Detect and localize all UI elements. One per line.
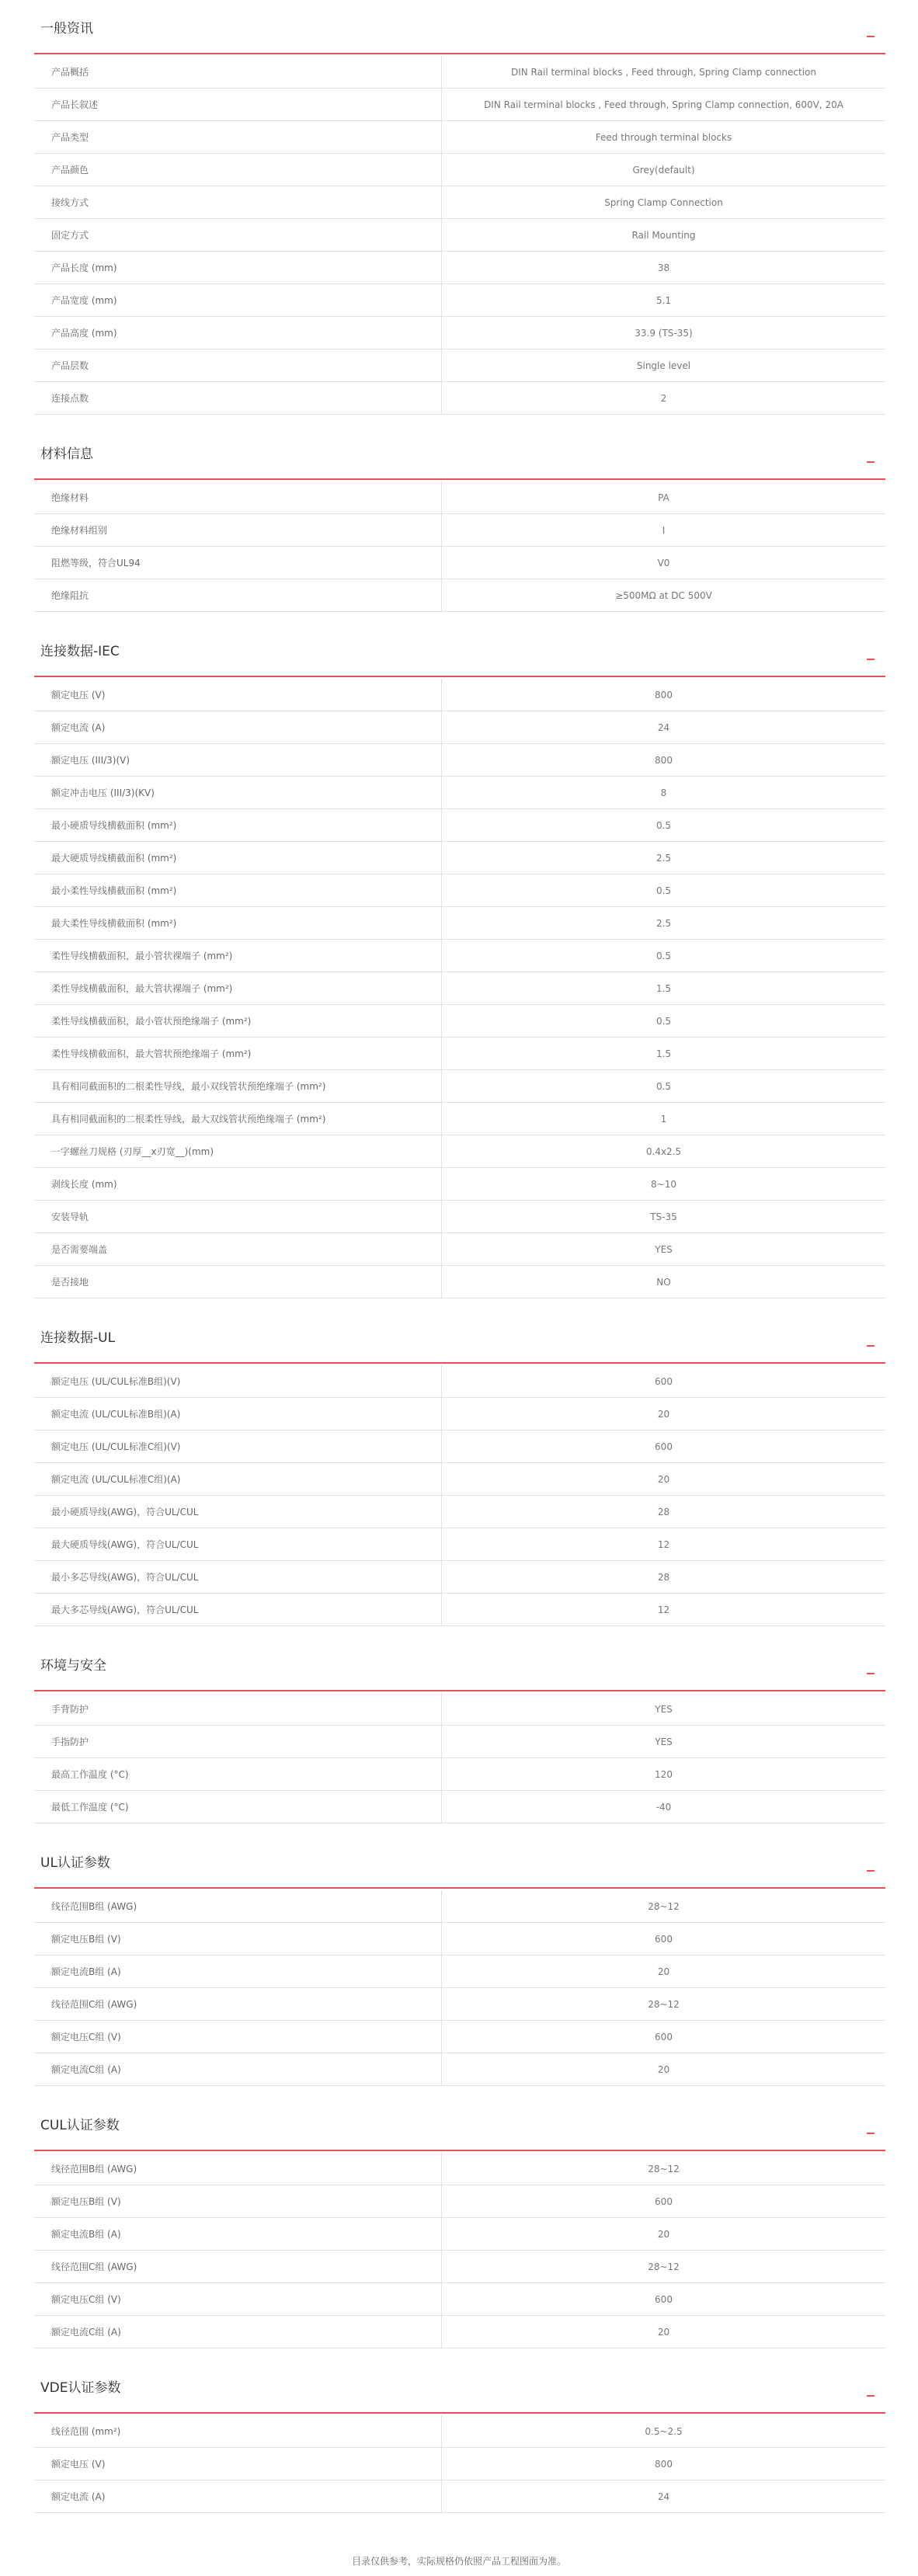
- spec-section: [34, 2097, 885, 2359]
- spec-row: [34, 2316, 885, 2348]
- spec-label: 产品宽度 (mm): [34, 284, 442, 316]
- spec-value: 0.5: [655, 819, 672, 831]
- spec-label: 额定电流C组 (A): [34, 2053, 442, 2085]
- spec-label: 线径范围B组 (AWG): [34, 2153, 442, 2185]
- spec-value: 600: [655, 1933, 673, 1945]
- spec-label: 具有相同截面积的二根柔性导线，最大双线管状预绝缘端子 (mm²): [34, 1103, 442, 1135]
- spec-label: 最大柔性导线横截面积 (mm²): [34, 907, 442, 939]
- spec-value: DIN Rail terminal blocks , Feed through, Spring Clamp connection: [510, 66, 817, 78]
- section-title: 连接数据-IEC: [40, 644, 120, 659]
- collapse-icon[interactable]: [867, 659, 875, 660]
- spec-row: [34, 252, 885, 284]
- spec-label: 最大硬质导线横截面积 (mm²): [34, 842, 442, 874]
- spec-value: Feed through terminal blocks: [595, 131, 732, 143]
- spec-label: 柔性导线横截面积，最大管状预绝缘端子 (mm²): [34, 1038, 442, 1069]
- spec-table: [34, 1693, 885, 1823]
- spec-value: 1.5: [655, 982, 672, 994]
- spec-row: [34, 219, 885, 252]
- section-header[interactable]: [34, 426, 885, 480]
- spec-row: [34, 711, 885, 744]
- section-title: CUL认证参数: [40, 2118, 120, 2133]
- spec-table: [34, 679, 885, 1298]
- spec-label: 产品长叙述: [34, 89, 442, 120]
- spec-row: [34, 1594, 885, 1626]
- spec-row: [34, 1988, 885, 2021]
- spec-label: 最小硬质导线横截面积 (mm²): [34, 809, 442, 841]
- spec-value: 20: [657, 1408, 670, 1420]
- spec-value: 12: [657, 1604, 670, 1615]
- spec-label: 具有相同截面积的二根柔性导线，最小双线管状预绝缘端子 (mm²): [34, 1070, 442, 1102]
- spec-row: [34, 1693, 885, 1726]
- spec-label: 额定电流 (A): [34, 2480, 442, 2512]
- spec-row: [34, 744, 885, 777]
- spec-label: 最低工作温度 (°C): [34, 1791, 442, 1823]
- spec-row: [34, 56, 885, 89]
- spec-section: [34, 1637, 885, 1834]
- spec-label: 最大硬质导线(AWG)，符合UL/CUL: [34, 1528, 442, 1560]
- spec-value: 600: [655, 2293, 673, 2305]
- spec-label: 线径范围C组 (AWG): [34, 2251, 442, 2282]
- spec-label: 额定电压B组 (V): [34, 2185, 442, 2217]
- spec-value: 20: [657, 2326, 670, 2338]
- spec-table: [34, 1890, 885, 2086]
- spec-row: [34, 1398, 885, 1431]
- spec-value: 28~12: [648, 1998, 680, 2010]
- spec-value: 20: [657, 1473, 670, 1485]
- spec-value: 2: [660, 392, 667, 404]
- collapse-icon[interactable]: [867, 36, 875, 37]
- spec-value: 12: [657, 1538, 670, 1550]
- spec-value: 600: [655, 1375, 673, 1387]
- spec-label: 阻燃等级，符合UL94: [34, 547, 442, 579]
- spec-label: 最小柔性导线横截面积 (mm²): [34, 874, 442, 906]
- section-title: 一般资讯: [40, 21, 93, 37]
- spec-table: [34, 2415, 885, 2513]
- spec-row: [34, 2185, 885, 2218]
- spec-row: [34, 809, 885, 842]
- spec-label: 产品颜色: [34, 154, 442, 186]
- spec-label: 手指防护: [34, 1726, 442, 1757]
- spec-label: 是否接地: [34, 1266, 442, 1298]
- spec-label: 产品类型: [34, 121, 442, 153]
- spec-value: 38: [657, 262, 670, 273]
- spec-row: [34, 284, 885, 317]
- spec-row: [34, 2218, 885, 2251]
- spec-section: [34, 623, 885, 1309]
- spec-value: 800: [655, 689, 673, 700]
- spec-value: 1: [660, 1113, 667, 1125]
- section-spacer: [34, 612, 885, 623]
- spec-value: 28: [657, 1506, 670, 1517]
- spec-label: 最小多芯导线(AWG)，符合UL/CUL: [34, 1561, 442, 1593]
- spec-value: 24: [657, 2491, 670, 2502]
- spec-value: Spring Clamp Connection: [604, 196, 723, 208]
- spec-row: [34, 1890, 885, 1923]
- section-spacer: [34, 1823, 885, 1834]
- spec-row: [34, 940, 885, 972]
- spec-label: 额定电流B组 (A): [34, 2218, 442, 2250]
- spec-label: 额定电压 (III/3)(V): [34, 744, 442, 776]
- spec-label: 最大多芯导线(AWG)，符合UL/CUL: [34, 1594, 442, 1625]
- spec-row: [34, 1266, 885, 1298]
- spec-label: 额定电压 (V): [34, 2448, 442, 2480]
- spec-row: [34, 2053, 885, 2086]
- spec-label: 额定电压B组 (V): [34, 1923, 442, 1955]
- spec-row: [34, 2415, 885, 2448]
- spec-value: 20: [657, 2228, 670, 2240]
- spec-value: 0.5: [655, 1080, 672, 1092]
- spec-row: [34, 1070, 885, 1103]
- spec-row: [34, 679, 885, 711]
- spec-page: [34, 0, 885, 2524]
- spec-value: 28: [657, 1571, 670, 1583]
- spec-label: 一字螺丝刀规格 (刃厚__x刃宽__)(mm): [34, 1135, 442, 1167]
- spec-value: I: [662, 524, 666, 536]
- section-header[interactable]: [34, 0, 885, 54]
- spec-row: [34, 349, 885, 382]
- spec-row: [34, 1103, 885, 1135]
- spec-row: [34, 579, 885, 612]
- section-header[interactable]: [34, 2097, 885, 2151]
- section-spacer: [34, 1626, 885, 1637]
- spec-value: 28~12: [648, 1900, 680, 1912]
- spec-row: [34, 382, 885, 415]
- spec-value: 33.9 (TS-35): [635, 327, 693, 339]
- spec-value: 800: [655, 2458, 673, 2470]
- spec-value: 600: [655, 1441, 673, 1452]
- spec-value: TS-35: [650, 1211, 677, 1222]
- spec-value: YES: [655, 1736, 673, 1747]
- spec-row: [34, 1528, 885, 1561]
- spec-value: V0: [657, 557, 670, 568]
- spec-value: YES: [655, 1243, 673, 1255]
- spec-label: 额定电压 (V): [34, 679, 442, 711]
- spec-value: 8~10: [651, 1178, 676, 1190]
- spec-label: 产品层数: [34, 349, 442, 381]
- spec-label: 线径范围 (mm²): [34, 2415, 442, 2447]
- section-spacer: [34, 2086, 885, 2097]
- spec-value: 0.5: [655, 885, 672, 896]
- spec-value: PA: [658, 492, 669, 503]
- spec-label: 额定电压C组 (V): [34, 2021, 442, 2053]
- spec-row: [34, 1955, 885, 1988]
- spec-row: [34, 777, 885, 809]
- spec-label: 剥线长度 (mm): [34, 1168, 442, 1200]
- section-title: 材料信息: [40, 447, 93, 462]
- spec-label: 绝缘材料组别: [34, 514, 442, 546]
- spec-label: 产品概括: [34, 56, 442, 88]
- spec-row: [34, 1201, 885, 1233]
- spec-row: [34, 1168, 885, 1201]
- spec-value: 600: [655, 2195, 673, 2207]
- spec-label: 额定电流 (UL/CUL标准B组)(A): [34, 1398, 442, 1430]
- spec-label: 安装导轨: [34, 1201, 442, 1232]
- spec-label: 额定冲击电压 (III/3)(KV): [34, 777, 442, 808]
- spec-row: [34, 972, 885, 1005]
- spec-value: 8: [660, 787, 667, 798]
- spec-section: [34, 1309, 885, 1637]
- section-spacer: [34, 1298, 885, 1309]
- spec-label: 产品长度 (mm): [34, 252, 442, 283]
- spec-section: [34, 0, 885, 426]
- spec-label: 柔性导线横截面积，最小管状预绝缘端子 (mm²): [34, 1005, 442, 1037]
- section-spacer: [34, 2348, 885, 2359]
- spec-value: 600: [655, 2031, 673, 2042]
- spec-row: [34, 874, 885, 907]
- spec-value: -40: [655, 1801, 672, 1813]
- spec-row: [34, 842, 885, 874]
- spec-value: 120: [655, 1768, 673, 1780]
- spec-section: [34, 2359, 885, 2524]
- spec-row: [34, 1726, 885, 1758]
- spec-table: [34, 2153, 885, 2348]
- spec-value: 0.5~2.5: [645, 2425, 683, 2437]
- spec-value: 800: [655, 754, 673, 766]
- spec-value: Single level: [636, 360, 691, 371]
- spec-row: [34, 2448, 885, 2480]
- collapse-icon[interactable]: [867, 1673, 875, 1674]
- section-title: VDE认证参数: [40, 2380, 121, 2396]
- footer-note: 目录仅供参考，实际规格仍依照产品工程图面为准。: [351, 2556, 566, 2567]
- spec-row: [34, 1496, 885, 1528]
- spec-label: 线径范围B组 (AWG): [34, 1890, 442, 1922]
- spec-label: 额定电压C组 (V): [34, 2283, 442, 2315]
- spec-label: 额定电压 (UL/CUL标准C组)(V): [34, 1431, 442, 1462]
- spec-label: 额定电流C组 (A): [34, 2316, 442, 2348]
- collapse-icon[interactable]: [867, 2133, 875, 2134]
- spec-value: 5.1: [655, 294, 672, 306]
- spec-row: [34, 514, 885, 547]
- collapse-icon[interactable]: [867, 461, 875, 463]
- spec-value: 28~12: [648, 2261, 680, 2272]
- spec-row: [34, 1923, 885, 1955]
- spec-row: [34, 1463, 885, 1496]
- spec-row: [34, 1233, 885, 1266]
- spec-row: [34, 2153, 885, 2185]
- section-title: UL认证参数: [40, 1855, 110, 1871]
- section-header[interactable]: [34, 2359, 885, 2414]
- spec-row: [34, 121, 885, 154]
- spec-value: Grey(default): [632, 164, 695, 176]
- spec-label: 额定电压 (UL/CUL标准B组)(V): [34, 1365, 442, 1397]
- spec-value: 20: [657, 2063, 670, 2075]
- spec-value: 1.5: [655, 1048, 672, 1059]
- spec-label: 柔性导线横截面积，最小管状裸端子 (mm²): [34, 940, 442, 972]
- spec-row: [34, 1561, 885, 1594]
- spec-label: 柔性导线横截面积，最大管状裸端子 (mm²): [34, 972, 442, 1004]
- section-header[interactable]: [34, 1309, 885, 1364]
- spec-label: 固定方式: [34, 219, 442, 251]
- spec-value: Rail Mounting: [631, 229, 696, 241]
- collapse-icon[interactable]: [867, 1345, 875, 1347]
- section-spacer: [34, 2513, 885, 2524]
- spec-label: 额定电流B组 (A): [34, 1955, 442, 1987]
- spec-value: NO: [656, 1276, 671, 1288]
- spec-value: 20: [657, 1966, 670, 1977]
- collapse-icon[interactable]: [867, 2395, 875, 2397]
- spec-label: 线径范围C组 (AWG): [34, 1988, 442, 2020]
- spec-value: ≥500MΩ at DC 500V: [615, 589, 712, 601]
- spec-label: 最高工作温度 (°C): [34, 1758, 442, 1790]
- section-spacer: [34, 415, 885, 426]
- spec-section: [34, 426, 885, 623]
- spec-label: 额定电流 (A): [34, 711, 442, 743]
- spec-row: [34, 907, 885, 940]
- spec-row: [34, 1135, 885, 1168]
- section-header[interactable]: [34, 1637, 885, 1691]
- spec-value: YES: [655, 1703, 673, 1715]
- spec-row: [34, 1758, 885, 1791]
- spec-row: [34, 2480, 885, 2513]
- spec-row: [34, 186, 885, 219]
- spec-row: [34, 1005, 885, 1038]
- spec-value: 0.5: [655, 950, 672, 961]
- spec-label: 最小硬质导线(AWG)，符合UL/CUL: [34, 1496, 442, 1528]
- spec-value: 0.5: [655, 1015, 672, 1027]
- spec-label: 额定电流 (UL/CUL标准C组)(A): [34, 1463, 442, 1495]
- spec-row: [34, 481, 885, 514]
- spec-label: 产品高度 (mm): [34, 317, 442, 349]
- spec-row: [34, 89, 885, 121]
- spec-value: 24: [657, 721, 670, 733]
- spec-value: 2.5: [655, 852, 672, 864]
- spec-row: [34, 2283, 885, 2316]
- spec-row: [34, 2021, 885, 2053]
- spec-table: [34, 481, 885, 612]
- spec-row: [34, 1038, 885, 1070]
- spec-table: [34, 56, 885, 415]
- spec-row: [34, 317, 885, 349]
- spec-row: [34, 1365, 885, 1398]
- spec-value: 2.5: [655, 917, 672, 929]
- section-header[interactable]: [34, 1834, 885, 1889]
- spec-table: [34, 1365, 885, 1626]
- spec-label: 手背防护: [34, 1693, 442, 1725]
- spec-label: 接线方式: [34, 186, 442, 218]
- spec-row: [34, 1431, 885, 1463]
- spec-row: [34, 2251, 885, 2283]
- spec-value: 0.4x2.5: [645, 1145, 682, 1157]
- spec-section: [34, 1834, 885, 2097]
- spec-row: [34, 1791, 885, 1823]
- spec-row: [34, 547, 885, 579]
- spec-value: DIN Rail terminal blocks , Feed through, Spring Clamp connection, 600V, 20A: [484, 99, 843, 110]
- spec-label: 绝缘材料: [34, 481, 442, 513]
- spec-label: 是否需要端盖: [34, 1233, 442, 1265]
- section-title: 环境与安全: [40, 1658, 106, 1674]
- spec-row: [34, 154, 885, 186]
- section-title: 连接数据-UL: [40, 1330, 116, 1346]
- spec-value: 28~12: [648, 2163, 680, 2174]
- section-header[interactable]: [34, 623, 885, 677]
- spec-label: 绝缘阻抗: [34, 579, 442, 611]
- spec-label: 连接点数: [34, 382, 442, 414]
- collapse-icon[interactable]: [867, 1870, 875, 1872]
